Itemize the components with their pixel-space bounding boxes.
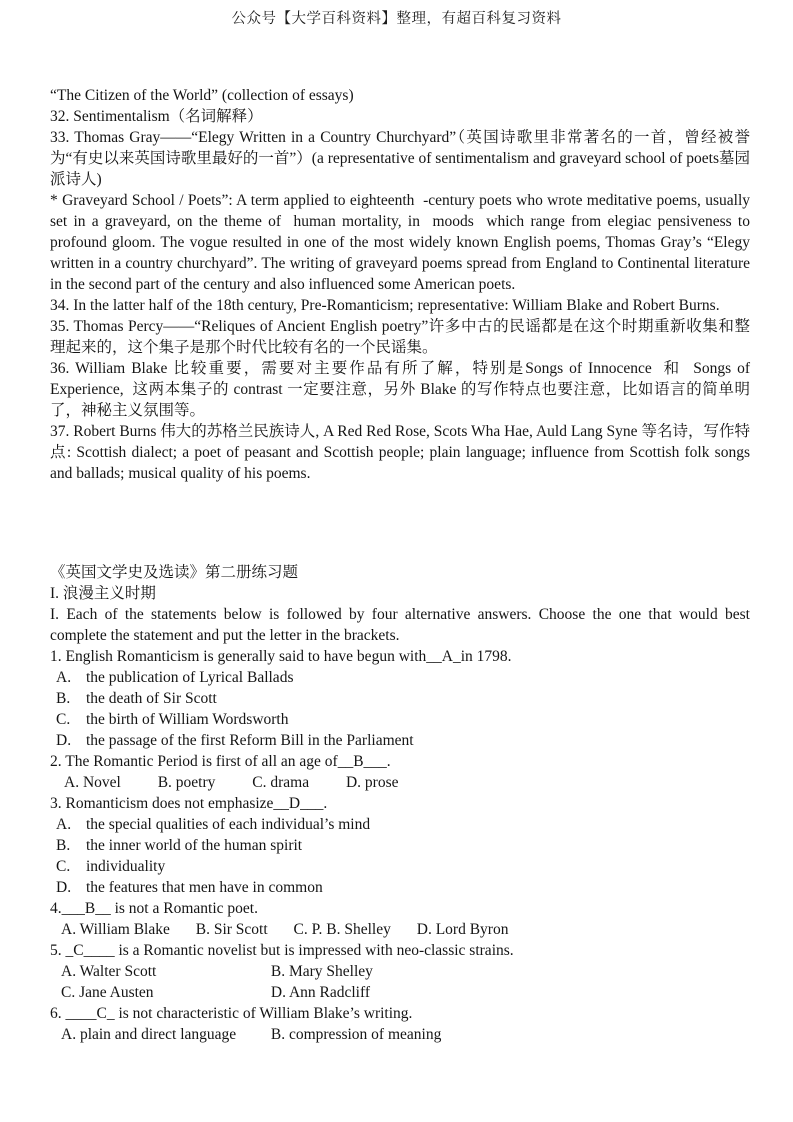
- option-letter: D.: [56, 879, 72, 896]
- document-content: [0, 29, 793, 1045]
- question-stem: 4.___B__ is not a Romantic poet.: [50, 900, 258, 917]
- option-row: [50, 982, 750, 1003]
- option-item: [50, 835, 750, 856]
- option-item: C. Jane Austen: [61, 984, 154, 1001]
- option-item: A. Walter Scott: [61, 963, 157, 980]
- option-item: B. Sir Scott: [195, 921, 268, 938]
- option-text: the features that men have in common: [86, 879, 323, 896]
- option-item: B. compression of meaning: [270, 1026, 442, 1043]
- option-letter: A.: [56, 816, 72, 833]
- option-item: C. P. B. Shelley: [293, 921, 391, 938]
- option-letter: A.: [56, 669, 72, 686]
- option-text: the birth of William Wordsworth: [86, 711, 289, 728]
- note-paragraph: 32. Sentimentalism（名词解释）: [50, 108, 263, 125]
- option-item: A. Novel: [64, 774, 121, 791]
- option-letter: B.: [56, 690, 71, 707]
- option-text: the special qualities of each individual’s mind: [86, 816, 371, 833]
- option-item: A. William Blake: [61, 921, 170, 938]
- question-stem: 1. English Romanticism is generally said to have begun with__A_in 1798.: [50, 648, 512, 665]
- option-text: the passage of the first Reform Bill in the Parliament: [86, 732, 414, 749]
- note-paragraph: 37. Robert Burns 伟大的苏格兰民族诗人, A Red Red Rose, Scots Wha Hae, Auld Lang Syne 等名诗，写作特点: Scottish dialect; a poet of peasant and Scottish people; plain language; influence from Scottish folk songs and ballads; musical quality of his poems.: [50, 423, 754, 482]
- option-item: [50, 814, 750, 835]
- page-header: 公众号【大学百科资料】整理，有超百科复习资料: [231, 11, 562, 27]
- note-paragraph: 35. Thomas Percy——“Reliques of Ancient English poetry”许多中古的民谣都是在这个时期重新收集和整理起来的，这个集子是那个时代比较有名的一个民谣集。: [50, 318, 750, 356]
- option-item: A. plain and direct language: [61, 1026, 237, 1043]
- question-stem: 6. ____C_ is not characteristic of William Blake’s writing.: [50, 1005, 413, 1022]
- question-stem: 5. _C____ is a Romantic novelist but is impressed with neo-classic strains.: [50, 942, 514, 959]
- option-row: [50, 961, 750, 982]
- option-letter: B.: [56, 837, 71, 854]
- option-item: B. poetry: [157, 774, 216, 791]
- exercise-section-heading: I. 浪漫主义时期: [50, 585, 156, 602]
- option-item: [50, 688, 750, 709]
- option-item: D. Ann Radcliff: [270, 984, 371, 1001]
- option-row: [50, 772, 750, 793]
- question-stem: 2. The Romantic Period is first of all an age of__B___.: [50, 753, 391, 770]
- option-row: [50, 1024, 750, 1045]
- option-item: B. Mary Shelley: [270, 963, 373, 980]
- option-text: the publication of Lyrical Ballads: [86, 669, 294, 686]
- exercise-title: 《英国文学史及选读》第二册练习题: [50, 564, 299, 581]
- option-letter: C.: [56, 711, 71, 728]
- option-text: individuality: [86, 858, 166, 875]
- option-item: [50, 877, 750, 898]
- note-paragraph: 33. Thomas Gray——“Elegy Written in a Country Churchyard”（英国诗歌里非常著名的一首，曾经被誉为“有史以来英国诗歌里最好的一首”）(a representative of sentimentalism and graveyard school of poets墓园派诗人): [50, 129, 750, 188]
- option-item: [50, 667, 750, 688]
- option-letter: C.: [56, 858, 71, 875]
- question-stem: 3. Romanticism does not emphasize__D___.: [50, 795, 328, 812]
- exercise-instructions: I. Each of the statements below is followed by four alternative answers. Choose the one that would best complete the statement and put the letter in the brackets.: [50, 606, 754, 644]
- note-paragraph: 34. In the latter half of the 18th century, Pre-Romanticism; representative: William Blake and Robert Burns.: [50, 297, 720, 314]
- option-item: D. prose: [345, 774, 399, 791]
- note-paragraph: 36. William Blake 比较重要，需要对主要作品有所了解，特别是Songs of Innocence 和 Songs of Experience, 这两本集子的 contrast 一定要注意，另外 Blake 的写作特点也要注意，比如语言的简单明了，神秘主义氛围等。: [50, 360, 754, 419]
- option-item: [50, 709, 750, 730]
- option-row: [50, 919, 750, 940]
- option-item: D. Lord Byron: [416, 921, 509, 938]
- option-letter: D.: [56, 732, 72, 749]
- section-gap: [50, 484, 750, 562]
- option-item: [50, 730, 750, 751]
- option-text: the death of Sir Scott: [86, 690, 217, 707]
- option-item: C. drama: [252, 774, 310, 791]
- option-item: [50, 856, 750, 877]
- option-text: the inner world of the human spirit: [86, 837, 303, 854]
- note-paragraph: “The Citizen of the World” (collection of essays): [50, 87, 354, 104]
- note-paragraph: * Graveyard School / Poets”: A term applied to eighteenth -century poets who wrote meditative poems, usually set in a graveyard, on the theme of human mortality, in moods which range from elegiac pensiveness to profound gloom. The vogue resulted in one of the most widely known English poems, Thomas Gray’s “Elegy written in a country churchyard”. The writing of graveyard poems spread from England to Continental literature in the second part of the century and also influenced some American poets.: [50, 192, 754, 293]
